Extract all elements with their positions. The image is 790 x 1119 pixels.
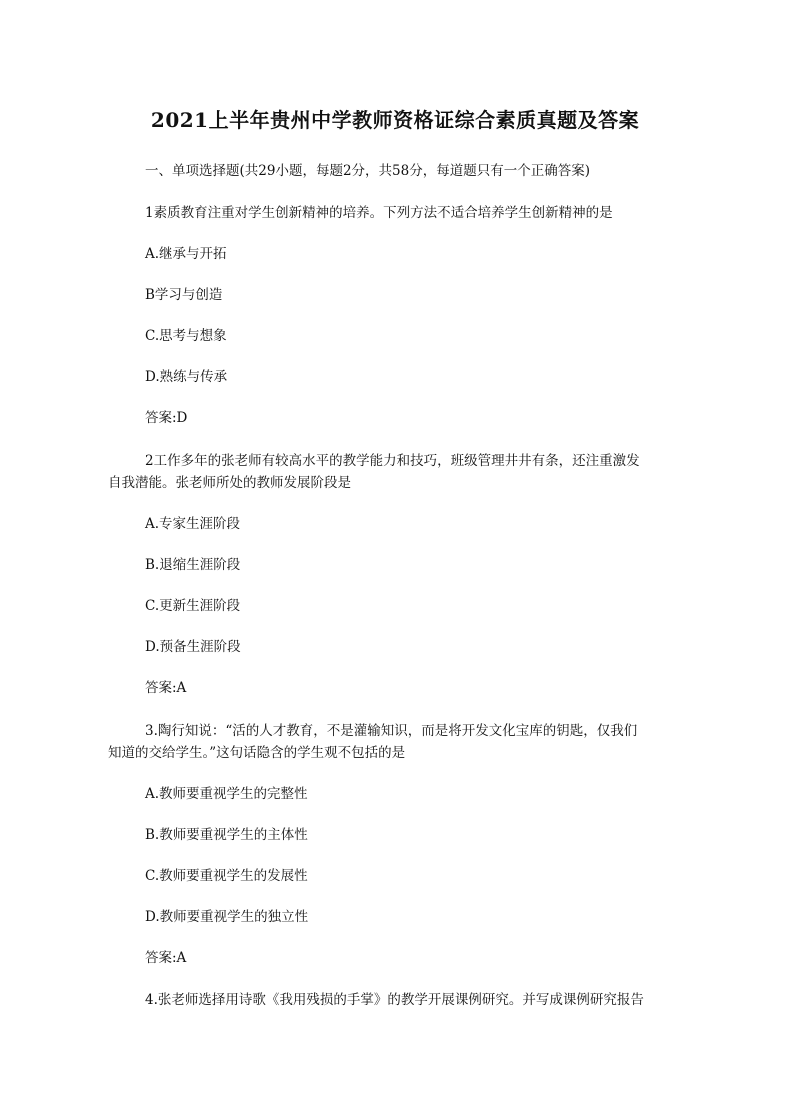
question-2-option-b: B.退缩生涯阶段 [145,557,241,573]
question-2-option-d: D.预备生涯阶段 [145,639,241,655]
question-3-answer: 答案:A [145,950,187,966]
question-3-option-d: D.教师要重视学生的独立性 [145,909,309,925]
document-title: 2021上半年贵州中学教师资格证综合素质真题及答案 [150,108,640,132]
question-2-option-a: A.专家生涯阶段 [145,516,241,532]
question-3-stem-line1: 3.陶行知说：“活的人才教育，不是灌输知识，而是将开发文化宝库的钥匙，仅我们 [145,723,638,739]
question-3-option-b: B.教师要重视学生的主体性 [145,827,308,843]
question-1-option-b: B学习与创造 [145,287,223,303]
question-2-stem-line2: 自我潜能。张老师所处的教师发展阶段是 [108,475,351,491]
question-2-answer: 答案:A [145,680,187,696]
question-1-stem: 1素质教育注重对学生创新精神的培养。下列方法不适合培养学生创新精神的是 [145,205,613,221]
question-1-option-c: C.思考与想象 [145,328,227,344]
question-4-stem: 4.张老师选择用诗歌《我用残损的手掌》的教学开展课例研究。并写成课例研究报告 [145,992,644,1008]
section-heading: 一、单项选择题(共29小题，每题2分，共58分，每道题只有一个正确答案) [145,163,590,179]
question-1-option-a: A.继承与开拓 [145,246,227,262]
question-3-option-c: C.教师要重视学生的发展性 [145,868,308,884]
question-2-stem-line1: 2工作多年的张老师有较高水平的教学能力和技巧，班级管理井井有条，还注重激发 [145,453,640,469]
question-3-option-a: A.教师要重视学生的完整性 [145,786,308,802]
question-2-option-c: C.更新生涯阶段 [145,598,241,614]
question-1-answer: 答案:D [145,410,188,426]
question-3-stem-line2: 知道的交给学生。”这句话隐含的学生观不包括的是 [108,745,406,761]
question-1-option-d: D.熟练与传承 [145,369,228,385]
